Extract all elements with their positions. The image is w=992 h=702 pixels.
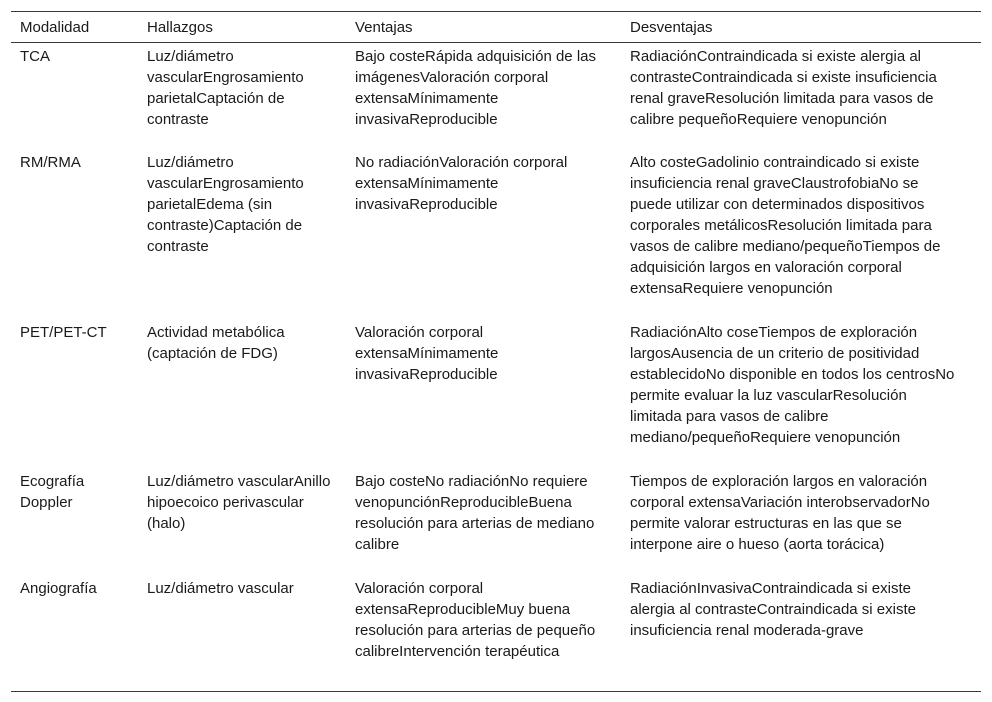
table-header-row <box>11 12 981 43</box>
cell-modalidad: PET/PET-CT <box>20 324 107 341</box>
header-modalidad: Modalidad <box>20 19 90 36</box>
cell-hallazgos: Luz/diámetro vascularEngrosamiento parietalCaptación de contraste <box>147 48 304 128</box>
cell-ventajas: Bajo costeNo radiaciónNo requiere venopunciónReproducibleBuena resolución para arterias de mediano calibre <box>355 473 595 553</box>
cell-modalidad: Ecografía Doppler <box>20 473 85 511</box>
cell-ventajas: No radiaciónValoración corporal extensaMínimamente invasivaReproducible <box>355 154 568 213</box>
header-ventajas: Ventajas <box>355 19 413 36</box>
cell-ventajas: Valoración corporal extensaMínimamente invasivaReproducible <box>355 324 499 383</box>
cell-hallazgos: Luz/diámetro vascularAnillo hipoecoico perivascular (halo) <box>147 473 331 532</box>
cell-desventajas: RadiaciónInvasivaContraindicada si existe alergia al contrasteContraindicada si existe insuficiencia renal moderada-grave <box>630 580 916 639</box>
cell-ventajas: Bajo costeRápida adquisición de las imágenesValoración corporal extensaMínimamente invasivaReproducible <box>355 48 596 128</box>
cell-modalidad: TCA <box>20 48 50 65</box>
imaging-modalities-table <box>11 11 981 692</box>
header-desventajas: Desventajas <box>630 19 713 36</box>
cell-desventajas: Alto costeGadolinio contraindicado si existe insuficiencia renal graveClaustrofobiaNo se puede utilizar con determinados dispositivos corporales metálicosResolución limitada para vasos de calibre mediano/pequeñoTiempos de adquisición largos en valoración corporal extensaRequiere venopunción <box>630 154 941 297</box>
cell-desventajas: RadiaciónContraindicada si existe alergia al contrasteContraindicada si existe insuficiencia renal graveResolución limitada para vasos de calibre pequeñoRequiere venopunción <box>630 48 937 128</box>
cell-modalidad: RM/RMA <box>20 154 81 171</box>
cell-hallazgos: Actividad metabólica (captación de FDG) <box>147 324 285 362</box>
cell-hallazgos: Luz/diámetro vascular <box>147 580 294 597</box>
cell-ventajas: Valoración corporal extensaReproducibleMuy buena resolución para arterias de pequeño calibreIntervención terapéutica <box>355 580 596 660</box>
cell-hallazgos: Luz/diámetro vascularEngrosamiento parietalEdema (sin contraste)Captación de contraste <box>147 154 304 255</box>
cell-desventajas: Tiempos de exploración largos en valoración corporal extensaVariación interobservadorNo permite valorar estructuras en las que se interpone aire o hueso (aorta torácica) <box>630 473 930 553</box>
cell-desventajas: RadiaciónAlto coseTiempos de exploración largosAusencia de un criterio de positividad establecidoNo disponible en todos los centrosNo permite evaluar la luz vascularResolución limitada para vasos de calibre mediano/pequeñoRequiere venopunción <box>630 324 955 446</box>
header-hallazgos: Hallazgos <box>147 19 213 36</box>
cell-modalidad: Angiografía <box>20 580 97 597</box>
